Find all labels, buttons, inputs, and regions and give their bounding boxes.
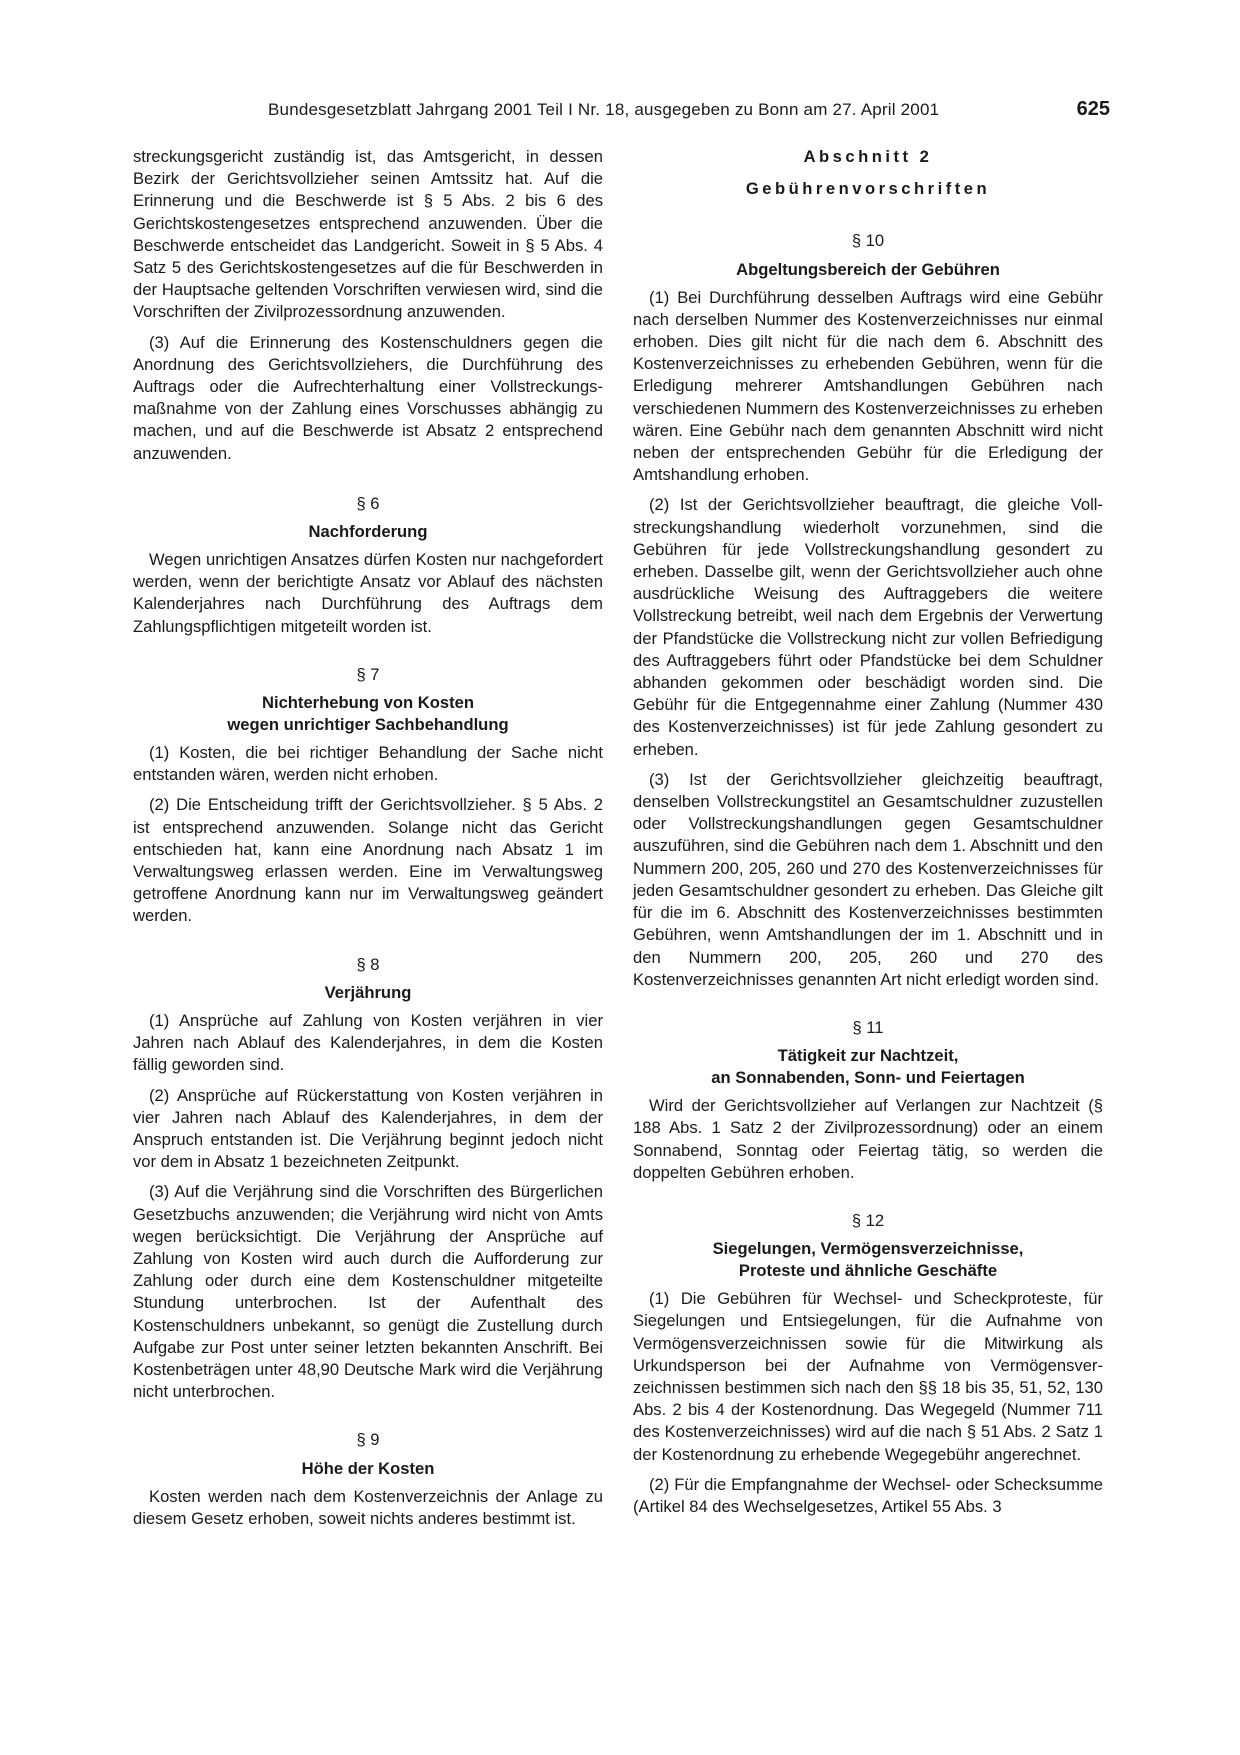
- section-number: § 8: [356, 954, 380, 974]
- running-title: Bundesgesetzblatt Jahrgang 2001 Teil I Nr. 18, ausgegeben zu Bonn am 27. April 2001: [268, 100, 940, 119]
- paragraph: (2) Die Entscheidung trifft der Gerichtsvollzieher. § 5 Abs. 2 ist entsprechend anzuwenden. Solange nicht das Gericht entschieden hat, kann eine Anordnung nach Absatz 1 im Verwaltungsweg erlassen werden. Eine im Verwaltungsweg getroffene Anordnung kann nur im Verwaltungsweg geändert werden.: [133, 795, 603, 926]
- section-number: § 10: [851, 231, 885, 251]
- paragraph: (1) Bei Durchführung desselben Auftrags wird eine Gebühr nach derselben Nummer des Kostenverzeichnisses nur einmal erhoben. Dies gilt nicht für die nach dem 6. Abschnitt des Kostenverzeichnisses zu erhebenden Gebühren, wenn für die Erledigung mehrerer Amtshandlungen Gebühren nach verschiedenen Nummern des Kostenverzeichnisses zu erheben wären. Eine Gebühr nach dem genannten Abschnitt wird nicht neben der entsprechenden Gebühr für die Erledigung der Amtshandlung erhoben.: [633, 287, 1103, 485]
- section-number: § 11: [852, 1017, 884, 1037]
- section-number: § 7: [356, 664, 380, 684]
- page-number: 625: [1076, 98, 1110, 120]
- left-column: [133, 146, 603, 1538]
- paragraph: (2) Für die Empfangnahme der Wechsel- oder Schecksumme (Artikel 84 des Wechselgesetzes, Artikel 55 Abs. 3: [633, 1474, 1103, 1516]
- chapter-label: Abschnitt 2: [803, 147, 933, 166]
- paragraph: (3) Ist der Gerichtsvollzieher gleichzeitig beauftragt, denselben Vollstreckungstitel an Gesamtschuldner zuzustellen oder Vollstreckungshandlungen gegen Gesamtschuldner auszuführen, sind die Gebühren nach dem 1. Abschnitt und den Nummern 200, 205, 260 und 270 des Kostenverzeichnisses für jeden Gesamtschuldner gesondert zu erheben. Das Gleiche gilt für die im 6. Abschnitt des Kostenverzeichnisses bestimmten Gebühren, wenn Amtshandlungen der im 1. Abschnitt und in den Nummern 200, 205, 260 und 270 des Kostenverzeichnisses genannten Art nicht erledigt worden sind.: [633, 769, 1103, 989]
- section-heading: Abgeltungsbereich der Gebühren: [736, 259, 1000, 279]
- paragraph: (2) Ansprüche auf Rückerstattung von Kosten verjähren in vier Jahren nach Ablauf des Kalenderjahres, in dem der Anspruch entstanden ist. Die Verjährung beginnt jedoch nicht vor dem in Absatz 1 bezeichneten Zeitpunkt.: [133, 1085, 603, 1172]
- page-header: [134, 100, 1110, 126]
- section-heading-line: Siegelungen, Vermögensverzeichnisse,: [712, 1239, 1024, 1259]
- section-heading-line: Nichterhebung von Kosten: [261, 693, 475, 713]
- section-heading-line: Tätigkeit zur Nachtzeit,: [777, 1046, 959, 1066]
- section-heading: Verjährung: [324, 982, 412, 1002]
- chapter-title: Gebührenvorschriften: [745, 179, 991, 199]
- section-heading: [133, 692, 603, 736]
- paragraph: Kosten werden nach dem Kostenverzeichnis der Anlage zu diesem Gesetz erhoben, soweit nichts anderes bestimmt ist.: [133, 1486, 603, 1528]
- section-number: § 12: [851, 1210, 885, 1230]
- section-heading-line: wegen unrichtiger Sachbehandlung: [227, 715, 509, 735]
- section-heading: Höhe der Kosten: [301, 1458, 435, 1478]
- paragraph: (1) Ansprüche auf Zahlung von Kosten verjähren in vier Jahren nach Ablauf des Kalenderjahres, in dem die Kosten fällig geworden sind.: [133, 1010, 603, 1075]
- section-heading-line: an Sonnabenden, Sonn- und Feiertagen: [711, 1068, 1025, 1088]
- section-heading: [633, 1045, 1103, 1089]
- section-heading: [633, 1238, 1103, 1282]
- paragraph: Wegen unrichtigen Ansatzes dürfen Kosten nur nachgefordert werden, wenn der berichtigte Ansatz vor Ablauf des nächsten Kalenderjahres nach Durchführung des Auftrags dem Zahlungspflichtigen mitgeteilt worden ist.: [133, 550, 603, 636]
- paragraph: (3) Auf die Erinnerung des Kostenschuldners gegen die Anordnung des Gerichtsvollziehers, die Durchführung des Auftrags oder die Aufrechterhaltung einer Vollstreckungsmaßnahme von der Zahlung eines Vorschusses abhängig zu machen, und auf die Beschwerde ist Absatz 2 entsprechend anzuwenden.: [133, 332, 603, 463]
- section-number: § 6: [356, 493, 380, 513]
- section-number: § 9: [356, 1430, 380, 1450]
- section-heading: Nachforderung: [308, 522, 428, 542]
- paragraph: (2) Ist der Gerichtsvollzieher beauftragt, die gleiche Vollstreckungshandlung wiederholt vorzunehmen, sind die Gebühren für jede Vollstreckungshandlung gesondert zu erheben. Dasselbe gilt, wenn der Gerichtsvollzieher auch ohne ausdrückliche Weisung des Auftraggebers die weitere Vollstreckung betreibt, weil nach dem Ergebnis der Verwertung der Pfandstücke die Vollstreckung nicht zur vollen Befriedigung des Auftraggebers führt oder Pfandstücke bei dem Schuldner abhanden gekommen oder beschädigt worden sind. Die Gebühr für die Entgegennahme einer Zahlung (Nummer 430 des Kostenverzeichnisses) ist für jede Zahlung gesondert zu erheben.: [633, 495, 1103, 759]
- paragraph: (1) Die Gebühren für Wechsel- und Scheckproteste, für Siegelungen und Entsiegelungen, für die Aufnahme von Vermögensverzeichnissen sowie für die Mitwirkung als Urkundsperson bei der Aufnahme von Vermögensverzeichnissen bestimmen sich nach den §§ 18 bis 35, 51, 52, 130 Abs. 2 bis 4 der Kostenordnung. Das Wegegeld (Nummer 711 des Kostenverzeichnisses) wird auf die nach § 51 Abs. 2 Satz 1 der Kostenordnung zu erhebende Wegegebühr angerechnet.: [633, 1289, 1103, 1464]
- paragraph: streckungsgericht zuständig ist, das Amtsgericht, in dessen Bezirk der Gerichtsvollzieher seinen Amtssitz hat. Auf die Erinnerung und die Beschwerde ist § 5 Abs. 2 bis 6 des Gerichtskostengesetzes entsprechend anzuwenden. Über die Beschwerde entscheidet das Landgericht. Soweit in § 5 Abs. 4 Satz 5 des Gerichtskostengesetzes auf die für Beschwerden in der Hauptsache geltenden Vorschriften verwiesen wird, sind die Vorschriften der Zivilprozessordnung anzuwenden.: [133, 147, 603, 322]
- right-column: [633, 146, 1103, 1526]
- paragraph: (3) Auf die Verjährung sind die Vorschriften des Bürgerlichen Gesetzbuchs anzuwenden; die Verjährung wird nicht von Amts wegen berücksichtigt. Die Verjährung der Ansprüche auf Zahlung von Kosten wird auch durch die Aufforderung zur Zahlung oder durch eine dem Kostenschuldner mitgeteilte Stundung unterbrochen. Ist der Aufenthalt des Kostenschuldners unbekannt, so genügt die Zustellung durch Aufgabe zur Post unter seiner letzten bekannten Anschrift. Bei Kostenbeträgen unter 48,90 Deutsche Mark wird die Verjährung nicht unterbrochen.: [133, 1182, 603, 1402]
- section-heading-line: Proteste und ähnliche Geschäfte: [738, 1261, 998, 1281]
- paragraph: Wird der Gerichtsvollzieher auf Verlangen zur Nachtzeit (§ 188 Abs. 1 Satz 2 der Zivilprozessordnung) oder an einem Sonnabend, Sonntag oder Feiertag tätig, so werden die doppelten Gebühren erhoben.: [633, 1096, 1103, 1182]
- paragraph: (1) Kosten, die bei richtiger Behandlung der Sache nicht entstanden wären, werden nicht erhoben.: [133, 743, 603, 785]
